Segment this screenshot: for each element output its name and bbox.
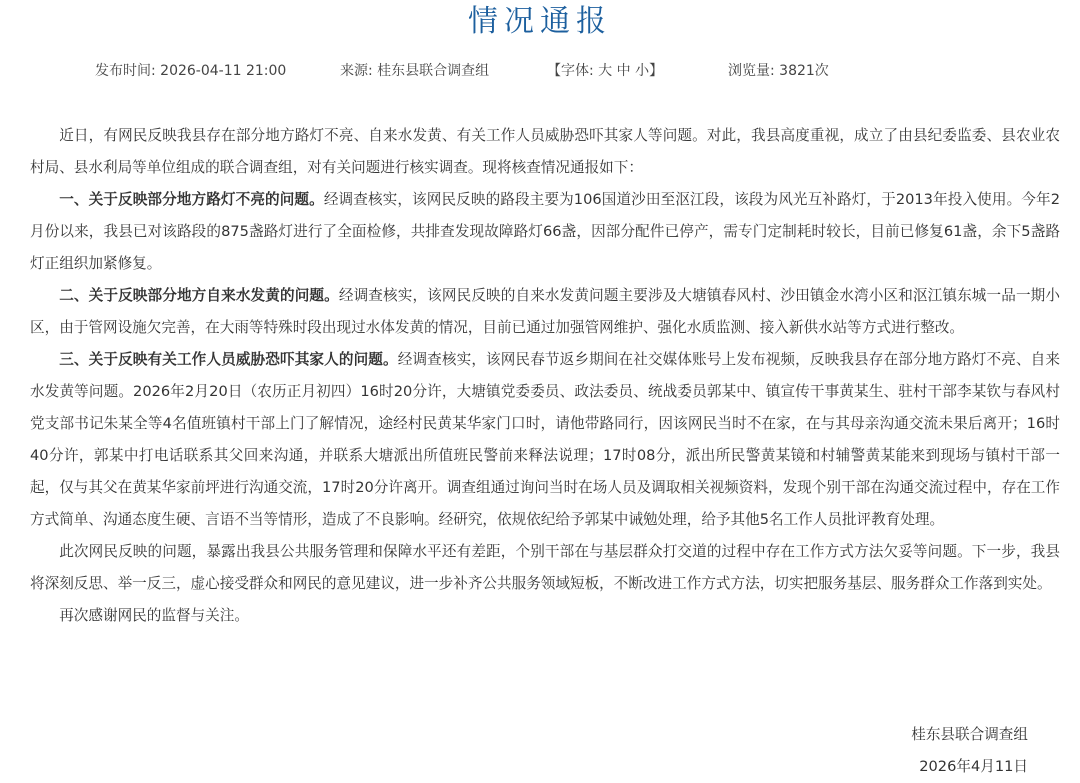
paragraph-text: 此次网民反映的问题，暴露出我县公共服务管理和保障水平还有差距，个别干部在与基层群众打交道的过程中存在工作方式方法欠妥等问题。下一步，我县将深刻反思、举一反三，虚心接受群众和网民的意见建议，进一步补齐公共服务领域短板，不断改进工作方式方法，切实把服务基层、服务群众工作落到实处。 [30,543,1060,592]
section-heading: 一、关于反映部分地方路灯不亮的问题。 [59,191,324,208]
paragraph-text: 经调查核实，该网民春节返乡期间在社交媒体账号上发布视频，反映我县存在部分地方路灯不亮、自来水发黄等问题。2026年2月20日（农历正月初四）16时20分许，大塘镇党委委员、政法委员、统战委员郭某中、镇宣传干事黄某生、驻村干部李某钦与春风村党支部书记朱某全等4名值班镇村干部上门了解情况，途经村民黄某华家门口时，请他带路同行，因该网民当时不在家，在与其母亲沟通交流未果后离开；16时40分许，郭某中打电话联系其父回来沟通，并联系大塘派出所值班民警前来释法说理；17时08分，派出所民警黄某镜和村辅警黄某能来到现场与镇村干部一起，仅与其父在黄某华家前坪进行沟通交流，17时20分许离开。调查组通过询问当时在场人员及调取相关视频资料，发现个别干部在沟通交流过程中，存在工作方式简单、沟通态度生硬、言语不当等情形，造成了不良影响。经研究，依规依纪给予郭某中诫勉处理，给予其他5名工作人员批评教育处理。 [30,351,1060,528]
article-body [30,120,1060,632]
signature-date: 2026年4月11日 [919,758,1028,775]
paragraph-intro [30,120,1060,184]
section-heading: 二、关于反映部分地方自来水发黄的问题。 [59,287,339,304]
signature-block [911,719,1028,783]
article-meta [0,60,1080,82]
paragraph-text: 近日，有网民反映我县存在部分地方路灯不亮、自来水发黄、有关工作人员威胁恐吓其家人等问题。对此，我县高度重视，成立了由县纪委监委、县农业农村局、县水利局等单位组成的联合调查组，对有关问题进行核实调查。现将核查情况通报如下： [30,127,1060,176]
paragraph-text: 再次感谢网民的监督与关注。 [59,607,249,624]
paragraph-text: 经调查核实，该网民反映的自来水发黄问题主要涉及大塘镇春风村、沙田镇金水湾小区和沤江镇东城一品一期小区，由于管网设施欠完善，在大雨等特殊时段出现过水体发黄的情况，目前已通过加强管网维护、强化水质监测、接入新供水站等方式进行整改。 [30,287,1060,336]
paragraph-section-1 [30,184,1060,280]
font-size-selector[interactable]: 【字体: 大 中 小】 [547,63,664,79]
paragraph-section-2 [30,280,1060,344]
source-label: 来源: 桂东县联合调查组 [340,63,490,79]
paragraph-section-3 [30,344,1060,536]
signature-org: 桂东县联合调查组 [911,726,1028,743]
section-heading: 三、关于反映有关工作人员威胁恐吓其家人的问题。 [59,351,398,368]
page-title: 情况通报 [468,4,612,39]
view-count: 浏览量: 3821次 [728,63,829,79]
publish-time: 发布时间: 2026-04-11 21:00 [95,63,287,79]
paragraph-text: 经调查核实，该网民反映的路段主要为106国道沙田至沤江段，该段为风光互补路灯，于2013年投入使用。今年2月份以来，我县已对该路段的875盏路灯进行了全面检修，共排查发现故障路灯66盏，因部分配件已停产，需专门定制耗时较长，目前已修复61盏，余下5盏路灯正组织加紧修复。 [30,191,1060,272]
paragraph-conclusion [30,536,1060,600]
paragraph-thanks [30,600,1060,632]
